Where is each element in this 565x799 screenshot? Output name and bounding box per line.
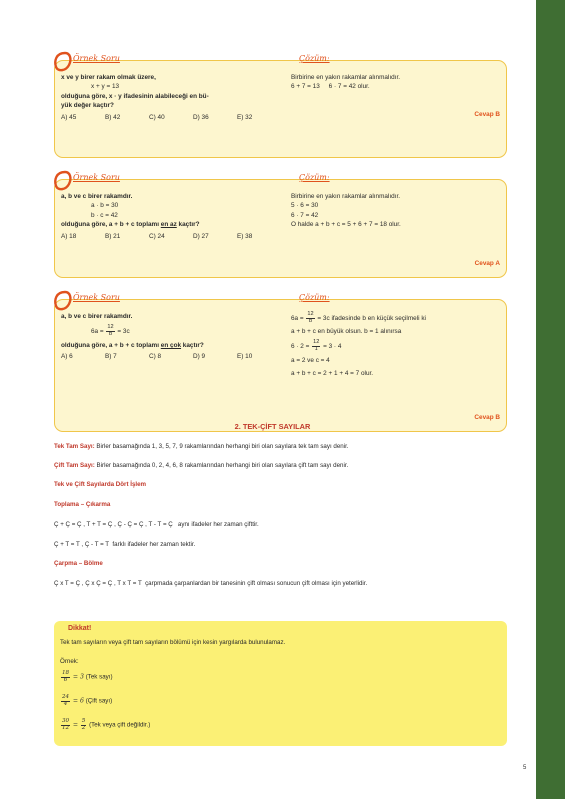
note-example-3: $\frac{30}{12}$ = $\frac{5}{2}$ (Tek veya çift değildir.) — [62, 718, 151, 731]
cift-definition: Çift Tam Sayı: Birler basamağında 0, 2, 4, 6, 8 rakamlarından herhangi biri olan sayılara çift tam sayı denir. — [54, 462, 349, 469]
operations-heading: Tek ve Çift Sayılarda Dört İşlem — [54, 481, 147, 488]
solution-title: Çözüm: — [299, 54, 330, 63]
note-title: Dikkat! — [68, 625, 92, 632]
answer-options — [61, 352, 283, 361]
carpma-line: Ç x T = Ç , Ç x Ç = Ç , T x T = T çarpmada çarpanlardan bir tanesinin çift olması sonucun çift olması için yeterlidir. — [54, 580, 368, 587]
solution-title: Çözüm: — [299, 173, 330, 182]
toplama-heading: Toplama – Çıkarma — [54, 501, 111, 508]
answer-label: Cevap B — [474, 111, 500, 118]
example-title: Örnek Soru — [73, 293, 120, 302]
option: E) 38 — [237, 233, 253, 241]
option: C) 24 — [149, 233, 165, 241]
option: D) 9 — [193, 352, 206, 360]
note-example-2: $\frac{24}{4}$ = 6 (Çift sayı) — [62, 694, 113, 707]
page-number: 5 — [523, 765, 527, 771]
example-card-2 — [54, 173, 507, 278]
example-title: Örnek Soru — [73, 173, 120, 182]
solution-title: Çözüm: — [299, 293, 330, 302]
example-label: Örnek: — [60, 658, 79, 665]
answer-options — [61, 232, 283, 241]
option: E) 32 — [237, 114, 253, 122]
option: D) 27 — [193, 233, 209, 241]
question-text: x ve y birer rakam olmak üzere, x + y = 13 olduğuna göre, x · y ifadesinin alabileceği en bü- yük değer kaçtır? A) 45 B) 42 C) 40 D) 36 E) 32 — [61, 73, 283, 122]
answer-options — [61, 113, 283, 122]
option: B) 21 — [105, 233, 121, 241]
tek-definition: Tek Tam Sayı: Birler basamağında 1, 3, 5, 7, 9 rakamlarından herhangi biri olan sayılara tek tam sayı denir. — [54, 443, 349, 450]
option: C) 8 — [149, 352, 162, 360]
answer-label: Cevap B — [474, 414, 500, 421]
example-card-1 — [54, 54, 507, 158]
warning-note — [54, 621, 507, 746]
option: A) 6 — [61, 352, 73, 360]
solution-text: 6a = $\frac{12}{b}$ = 3c ifadesinde b en küçük seçilmeli ki a + b + c en büyük olsun. b = 1 alınırsa 6 · 2 = $\frac{12}{1}$ = 3 · 4 a = 2 ve c = 4 a + b + c = 2 + 1 + 4 = 7 olur. — [291, 311, 426, 377]
answer-label: Cevap A — [474, 260, 500, 267]
option: C) 40 — [149, 114, 165, 122]
example-title: Örnek Soru — [73, 54, 120, 63]
section-title: 2. TEK-ÇİFT SAYILAR — [234, 422, 311, 431]
solution-text: Birbirine en yakın rakamlar alınmalıdır. 6 + 7 = 13 6 · 7 = 42 olur. — [291, 74, 401, 91]
question-text: a, b ve c birer rakamdır. a · b = 30 b · c = 42 olduğuna göre, a + b + c toplamı en az kaçtır? A) 18 B) 21 C) 24 D) 27 E) 38 — [61, 192, 283, 241]
option: D) 36 — [193, 114, 209, 122]
note-text: Tek tam sayıların veya çift tam sayıların bölümü için kesin yargılarda bulunulamaz. — [60, 639, 286, 646]
toplama-line-2: Ç + T = T , Ç - T = T farklı ifadeler her zaman tektir. — [54, 541, 196, 548]
option: A) 18 — [61, 233, 77, 241]
option: B) 42 — [105, 114, 121, 122]
solution-text: Birbirine en yakın rakamlar alınmalıdır. 5 · 6 = 30 6 · 7 = 42 O halde a + b + c = 5 + 6 + 7 = 18 olur. — [291, 193, 401, 228]
question-text: a, b ve c birer rakamdır. 6a = $\frac{12}{b}$ = 3c olduğuna göre, a + b + c toplamı en çok kaçtır? A) 6 B) 7 C) 8 D) 9 E) 10 — [61, 312, 283, 361]
toplama-line-1: Ç + Ç = Ç , T + T = Ç , Ç - Ç = Ç , T - T = Ç aynı ifadeler her zaman çifttir. — [54, 521, 259, 528]
option: A) 45 — [61, 114, 77, 122]
note-example-1: $\frac{18}{6}$ = 3 (Tek sayı) — [62, 670, 113, 683]
side-bar — [536, 0, 565, 799]
carpma-heading: Çarpma – Bölme — [54, 560, 103, 567]
option: E) 10 — [237, 352, 253, 360]
option: B) 7 — [105, 352, 117, 360]
example-card-3 — [54, 293, 507, 432]
